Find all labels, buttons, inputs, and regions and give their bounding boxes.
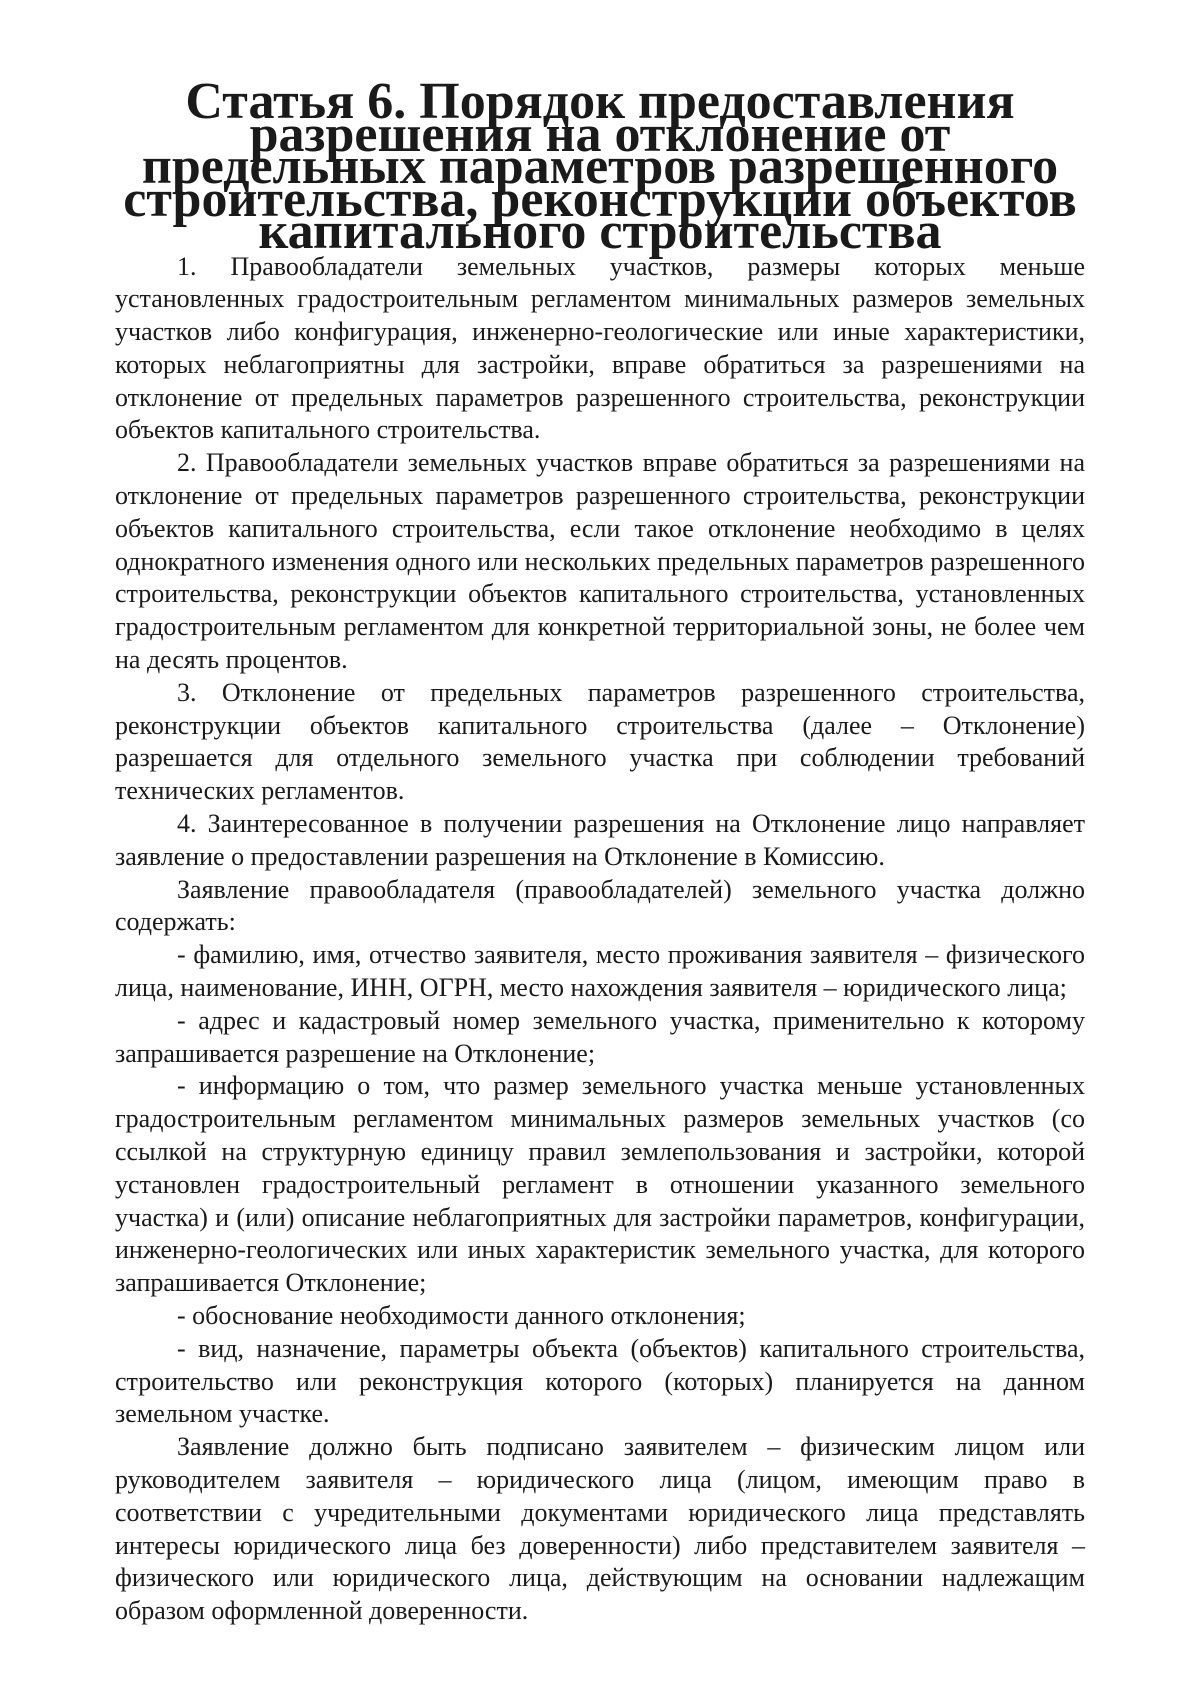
paragraph-4: 4. Заинтересованное в получении разрешения на Отклонение лицо направляет заявление о предоставлении разрешения на Отклонение в Комиссию. bbox=[115, 809, 1085, 871]
list-item-cadastral-number: - адрес и кадастровый номер земельного участка, применительно к которому запрашивается разрешение на Отклонение; bbox=[115, 1005, 1085, 1068]
list-item-applicant-info: - фамилию, имя, отчество заявителя, место проживания заявителя – физического лица, наименование, ИНН, ОГРН, место нахождения заявителя – юридического лица; bbox=[115, 940, 1085, 1003]
list-item-justification: - обоснование необходимости данного отклонения; bbox=[177, 1301, 746, 1330]
paragraph-3: 3. Отклонение от предельных параметров разрешенного строительства, реконструкции объектов капитального строительства (далее – Отклонение) разрешается для отдельного земельного участка при соблюдении требований технических регламентов. bbox=[115, 677, 1085, 806]
paragraph-2: 2. Правообладатели земельных участков вправе обратиться за разрешениями на отклонение от предельных параметров разрешенного строительства, реконструкции объектов капитального строительства, если такое отклонение необходимо в целях однократного изменения одного или нескольких предельных параметров разрешенного строительства, реконструкции объектов капитального строительства, установленных градостроительным регламентом для конкретной территориальной зоны, не более чем на десять процентов. bbox=[115, 448, 1085, 675]
article-title: Статья 6. Порядок предоставления разрешения на отклонение от предельных параметров разрешенного строительства, реконструкции объектов капитального строительства bbox=[123, 73, 1077, 260]
application-contents-intro: Заявление правообладателя (правообладателей) земельного участка должно содержать: bbox=[115, 874, 1085, 937]
signature-requirement-paragraph: Заявление должно быть подписано заявителем – физическим лицом или руководителем заявителя – юридического лица (лицом, имеющим право в соответствии с учредительными документами юридического лица представлять интересы юридического лица без доверенности) либо представителем заявителя – физического или юридического лица, действующим на основании надлежащим образом оформленной доверенности. bbox=[115, 1432, 1085, 1626]
list-item-object-parameters: - вид, назначение, параметры объекта (объектов) капитального строительства, строительство или реконструкция которого (которых) планируется на данном земельном участке. bbox=[115, 1333, 1085, 1429]
document-page bbox=[115, 73, 1085, 1628]
list-item-plot-information: - информацию о том, что размер земельного участка меньше установленных градостроительным регламентом минимальных размеров земельных участков (со ссылкой на структурную единицу правил землепользования и застройки, которой установлен градостроительный регламент в отношении указанного земельного участка) и (или) описание неблагоприятных для застройки параметров, конфигурации, инженерно-геологических или иных характеристик земельного участка, для которого запрашивается Отклонение; bbox=[115, 1071, 1085, 1298]
paragraph-1: 1. Правообладатели земельных участков, размеры которых меньше установленных градостроительным регламентом минимальных размеров земельных участков либо конфигурация, инженерно-геологические или иные характеристики, которых неблагоприятны для застройки, вправе обратиться за разрешениями на отклонение от предельных параметров разрешенного строительства, реконструкции объектов капитального строительства. bbox=[115, 251, 1085, 445]
